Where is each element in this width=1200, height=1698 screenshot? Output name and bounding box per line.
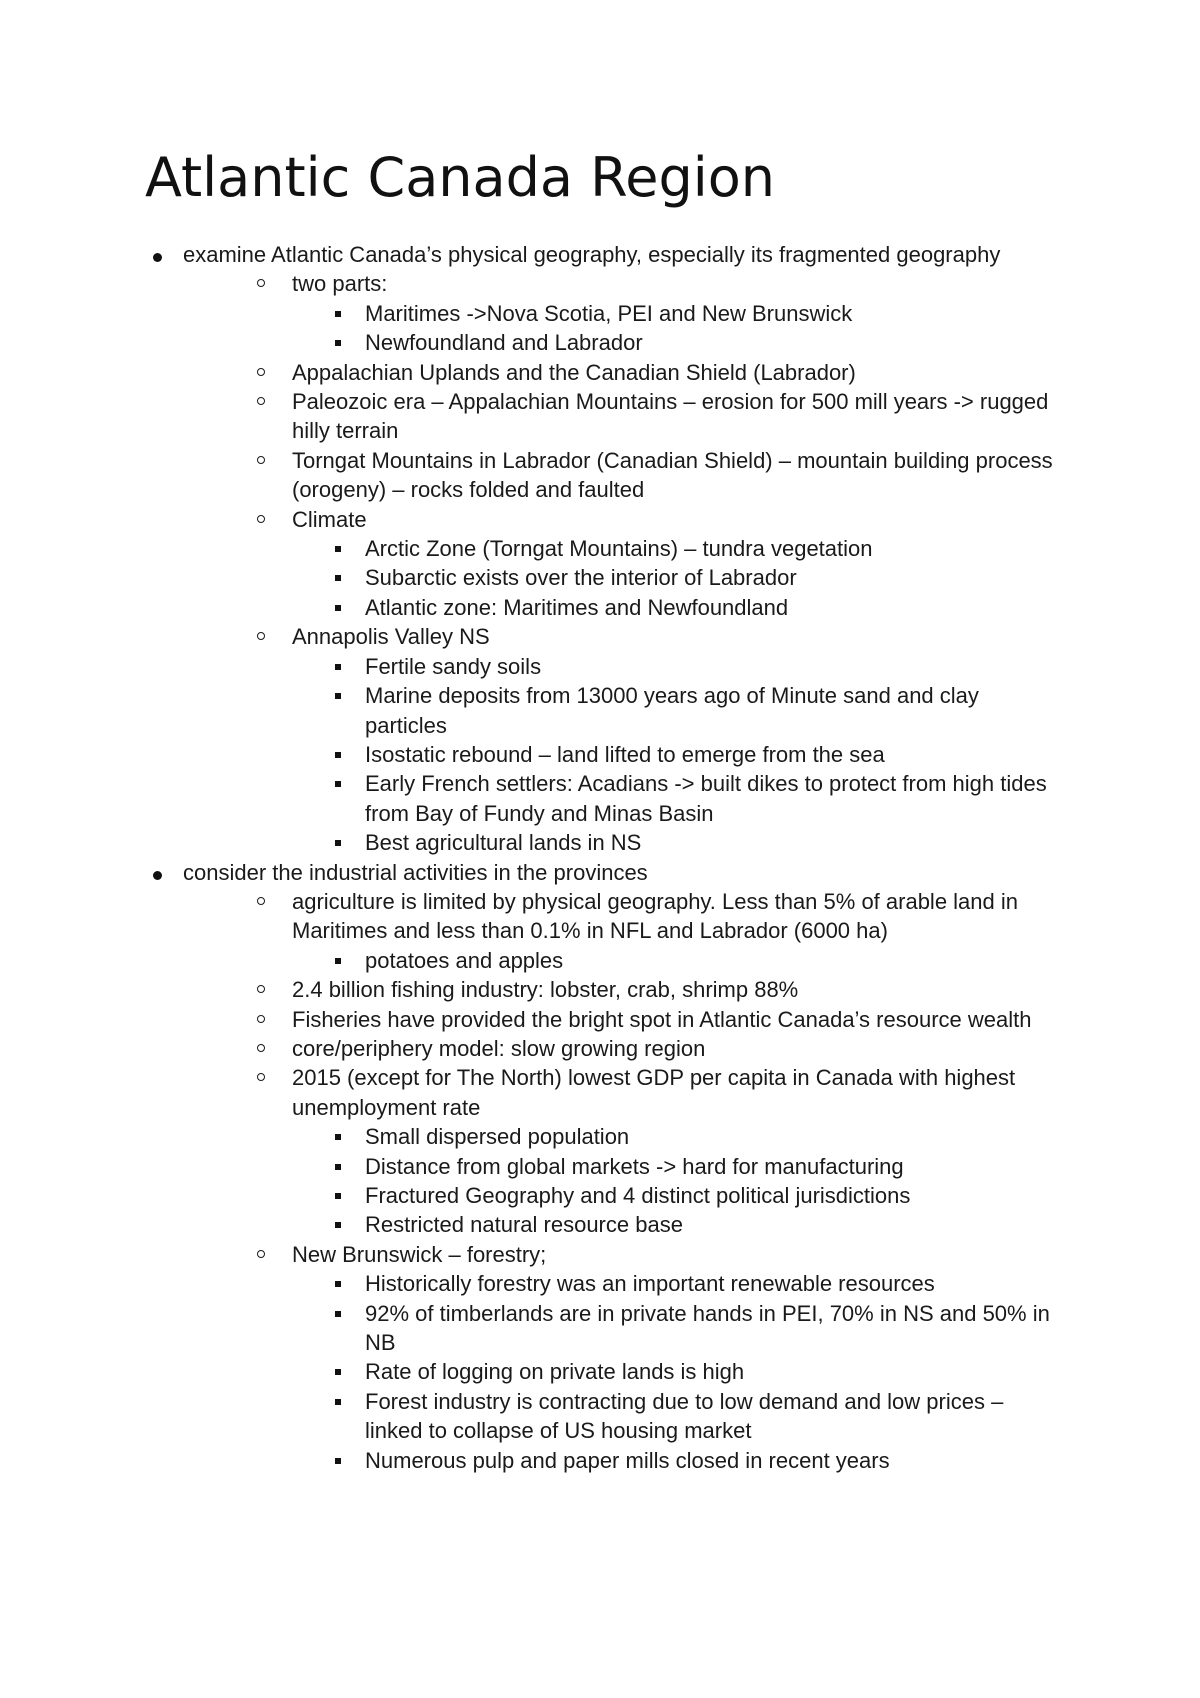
sub-sub-item bbox=[0, 652, 1065, 681]
sub-sub-item-text: Marine deposits from 13000 years ago of Minute sand and clay particles bbox=[365, 683, 979, 738]
outline-list bbox=[0, 240, 1200, 1475]
circle-marker bbox=[257, 985, 265, 993]
sub-sub-item bbox=[0, 769, 1065, 828]
square-marker bbox=[335, 1193, 341, 1199]
sub-sub-list bbox=[292, 652, 1054, 858]
sub-item-text: Torngat Mountains in Labrador (Canadian Shield) – mountain building process (orogeny) – rocks folded and faulted bbox=[292, 447, 1053, 503]
square-marker bbox=[335, 752, 341, 758]
sub-list bbox=[218, 269, 1053, 857]
square-marker bbox=[335, 840, 341, 846]
sub-sub-item-text: potatoes and apples bbox=[365, 947, 564, 973]
sub-sub-list bbox=[292, 1122, 1054, 1240]
sub-item bbox=[0, 1034, 1054, 1063]
sub-item bbox=[0, 622, 1054, 857]
sub-item bbox=[0, 269, 1054, 357]
square-marker bbox=[335, 1458, 341, 1464]
sub-sub-item-text: Rate of logging on private lands is high bbox=[365, 1359, 745, 1385]
sub-sub-item-text: Small dispersed population bbox=[365, 1124, 630, 1150]
sub-sub-list bbox=[292, 1269, 1054, 1475]
circle-marker bbox=[257, 897, 265, 905]
sub-item-text: Paleozoic era – Appalachian Mountains – erosion for 500 mill years -> rugged hilly terrain bbox=[292, 389, 1049, 444]
square-marker bbox=[335, 340, 341, 346]
square-marker bbox=[335, 1369, 341, 1375]
sub-sub-item-text: Fractured Geography and 4 distinct political jurisdictions bbox=[365, 1183, 911, 1208]
circle-marker bbox=[257, 1015, 265, 1023]
sub-item-text: agriculture is limited by physical geography. Less than 5% of arable land in Maritimes and less than 0.1% in NFL and Labrador (6000 ha) bbox=[292, 888, 1018, 944]
square-marker bbox=[335, 311, 341, 317]
sub-sub-item bbox=[0, 1299, 1065, 1358]
square-marker bbox=[335, 1164, 341, 1170]
sub-item-text: 2.4 billion fishing industry: lobster, crab, shrimp 88% bbox=[292, 977, 799, 1003]
bullet-item bbox=[0, 240, 1053, 858]
sub-item bbox=[0, 975, 1054, 1004]
square-marker bbox=[335, 546, 341, 552]
sub-item bbox=[0, 358, 1054, 387]
sub-item bbox=[0, 505, 1054, 623]
sub-item bbox=[0, 387, 1054, 446]
circle-marker bbox=[257, 1073, 265, 1081]
circle-marker bbox=[257, 368, 265, 376]
sub-sub-item bbox=[0, 328, 1065, 357]
sub-sub-item-text: Distance from global markets -> hard for manufacturing bbox=[365, 1153, 904, 1179]
sub-sub-item-text: Newfoundland and Labrador bbox=[365, 330, 643, 356]
sub-sub-item-text: Arctic Zone (Torngat Mountains) – tundra vegetation bbox=[365, 536, 873, 562]
document-body bbox=[0, 240, 1200, 1475]
square-marker bbox=[335, 781, 341, 787]
bullet-marker bbox=[153, 253, 162, 262]
sub-sub-list bbox=[292, 534, 1054, 622]
square-marker bbox=[335, 1399, 341, 1405]
bullet-text: examine Atlantic Canada’s physical geography, especially its fragmented geography bbox=[183, 242, 1001, 267]
sub-item bbox=[0, 887, 1054, 975]
sub-item-text: core/periphery model: slow growing region bbox=[292, 1035, 706, 1061]
square-marker bbox=[335, 1281, 341, 1287]
sub-sub-item bbox=[0, 946, 1065, 975]
sub-item bbox=[0, 1063, 1054, 1239]
square-marker bbox=[335, 1134, 341, 1140]
sub-item-text: two parts: bbox=[292, 271, 388, 297]
sub-sub-item bbox=[0, 563, 1065, 592]
sub-sub-item bbox=[0, 1357, 1065, 1386]
sub-list bbox=[218, 887, 1050, 1475]
circle-marker bbox=[257, 1250, 265, 1258]
sub-sub-list bbox=[292, 299, 1054, 358]
document-title: Atlantic Canada Region bbox=[145, 146, 776, 209]
sub-sub-item bbox=[0, 1181, 1065, 1210]
circle-marker bbox=[257, 456, 265, 464]
sub-sub-item-text: Subarctic exists over the interior of Labrador bbox=[365, 565, 797, 591]
sub-sub-item bbox=[0, 593, 1065, 622]
square-marker bbox=[335, 605, 341, 611]
sub-sub-item bbox=[0, 1446, 1065, 1475]
sub-item bbox=[0, 1240, 1054, 1475]
sub-sub-item bbox=[0, 681, 1065, 740]
square-marker bbox=[335, 1311, 341, 1317]
sub-sub-item bbox=[0, 1387, 1065, 1446]
sub-sub-item-text: Forest industry is contracting due to low demand and low prices – linked to collapse of US housing market bbox=[365, 1388, 1004, 1444]
sub-sub-item-text: Atlantic zone: Maritimes and Newfoundland bbox=[365, 594, 789, 620]
circle-marker bbox=[257, 515, 265, 523]
circle-marker bbox=[257, 279, 265, 287]
sub-sub-item-text: Maritimes ->Nova Scotia, PEI and New Brunswick bbox=[365, 300, 853, 326]
sub-item-text: Fisheries have provided the bright spot in Atlantic Canada’s resource wealth bbox=[292, 1006, 1032, 1032]
square-marker bbox=[335, 664, 341, 670]
sub-sub-item-text: Best agricultural lands in NS bbox=[365, 830, 642, 856]
square-marker bbox=[335, 693, 341, 699]
sub-sub-item-text: Early French settlers: Acadians -> built dikes to protect from high tides from Bay of Fundy and Minas Basin bbox=[365, 771, 1047, 826]
sub-sub-item-text: Isostatic rebound – land lifted to emerge from the sea bbox=[365, 741, 885, 767]
sub-item-text: Appalachian Uplands and the Canadian Shield (Labrador) bbox=[292, 359, 856, 385]
sub-sub-item bbox=[0, 740, 1065, 769]
sub-item bbox=[0, 1005, 1054, 1034]
sub-item-text: New Brunswick – forestry; bbox=[292, 1241, 547, 1267]
bullet-marker bbox=[153, 871, 162, 880]
bullet-text: consider the industrial activities in the provinces bbox=[183, 859, 648, 885]
bullet-item bbox=[0, 858, 1050, 1476]
sub-sub-item-text: 92% of timberlands are in private hands in PEI, 70% in NS and 50% in NB bbox=[365, 1300, 1050, 1356]
square-marker bbox=[335, 1222, 341, 1228]
sub-sub-item-text: Fertile sandy soils bbox=[365, 653, 542, 679]
sub-sub-item bbox=[0, 1210, 1065, 1239]
sub-sub-item-text: Restricted natural resource base bbox=[365, 1212, 683, 1238]
square-marker bbox=[335, 575, 341, 581]
sub-item-text: Annapolis Valley NS bbox=[292, 624, 490, 650]
circle-marker bbox=[257, 632, 265, 640]
sub-sub-item bbox=[0, 1152, 1065, 1181]
sub-item-text: Climate bbox=[292, 506, 367, 532]
sub-sub-item bbox=[0, 534, 1065, 563]
sub-sub-item-text: Numerous pulp and paper mills closed in recent years bbox=[365, 1447, 890, 1473]
sub-sub-item-text: Historically forestry was an important renewable resources bbox=[365, 1271, 935, 1297]
circle-marker bbox=[257, 397, 265, 405]
circle-marker bbox=[257, 1044, 265, 1052]
sub-sub-item bbox=[0, 299, 1065, 328]
sub-sub-item bbox=[0, 1269, 1065, 1298]
sub-item-text: 2015 (except for The North) lowest GDP per capita in Canada with highest unemployment rate bbox=[292, 1065, 1016, 1120]
sub-sub-item bbox=[0, 1122, 1065, 1151]
sub-item bbox=[0, 446, 1054, 505]
sub-sub-item bbox=[0, 828, 1065, 857]
sub-sub-list bbox=[292, 946, 1054, 975]
square-marker bbox=[335, 958, 341, 964]
